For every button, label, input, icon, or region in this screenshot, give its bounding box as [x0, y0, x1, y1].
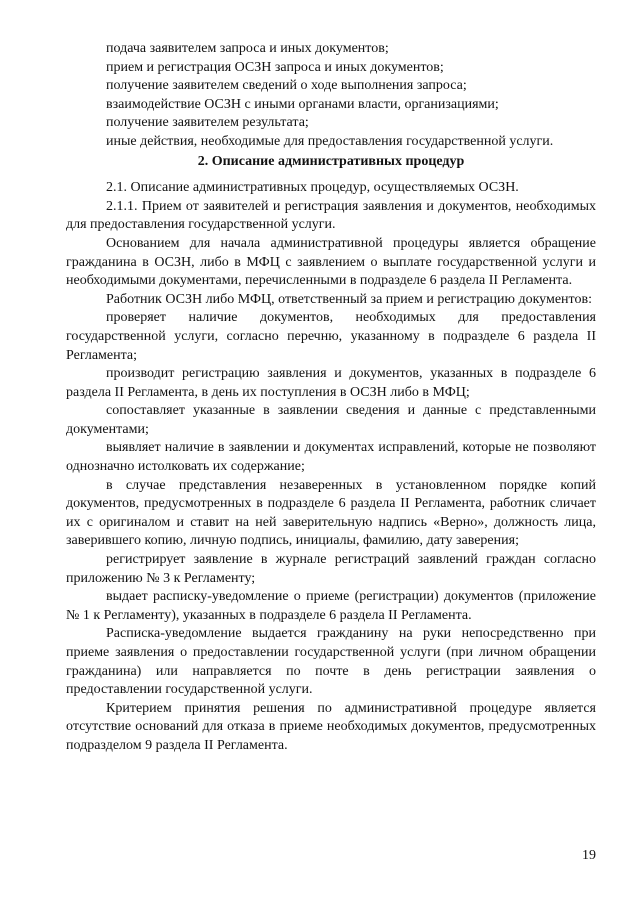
page-number: 19: [582, 848, 596, 863]
list-item: взаимодействие ОСЗН с иными органами власти, организациями;: [106, 96, 499, 112]
list-item: получение заявителем сведений о ходе выполнения запроса;: [106, 78, 467, 94]
list-item: получение заявителем результата;: [106, 115, 309, 131]
document-body: [66, 40, 596, 756]
list-item: подача заявителем запроса и иных документов;: [106, 41, 389, 56]
paragraph-2-1: 2.1. Описание административных процедур, осуществляемых ОСЗН.: [106, 180, 519, 196]
section-title: 2. Описание административных процедур: [197, 153, 465, 169]
worker-action-item: производит регистрацию заявления и документов, указанных в подразделе 6 раздела II Регламента, в день их поступления в ОСЗН либо в МФЦ;: [66, 366, 596, 400]
paragraph-2-1-1: 2.1.1. Прием от заявителей и регистрация заявления и документов, необходимых для предоставления государственной услуги.: [66, 198, 596, 233]
worker-action-item: сопоставляет указанные в заявлении сведения и данные с представленными документами;: [66, 403, 596, 437]
worker-action-item: выдает расписку-уведомление о приеме (регистрации) документов (приложение № 1 к Регламенту), указанных в подразделе 6 раздела II Регламента.: [66, 589, 596, 623]
paragraph-worker: Работник ОСЗН либо МФЦ, ответственный за прием и регистрацию документов:: [106, 291, 592, 307]
list-item: иные действия, необходимые для предоставления государственной услуги.: [106, 133, 554, 149]
paragraph-receipt: Расписка-уведомление выдается гражданину на руки непосредственно при приеме заявления о предоставлении государственной услуги (при личном обращении гражданина) или направляется по почте в день регистрации заявления о предоставлении государственной услуги.: [66, 626, 596, 698]
worker-action-item: регистрирует заявление в журнале регистраций заявлений граждан согласно приложению № 3 к Регламенту;: [66, 552, 596, 586]
worker-action-item: выявляет наличие в заявлении и документах исправлений, которые не позволяют однозначно истолковать их содержание;: [66, 440, 596, 475]
worker-action-item: проверяет наличие документов, необходимых для предоставления государственной услуги, согласно перечню, указанному в подразделе 6 раздела II Регламента;: [66, 310, 596, 363]
worker-action-item: в случае представления незаверенных в установленном порядке копий документов, предусмотренных в подразделе 6 раздела II Регламента, работник сличает их с оригиналом и ставит на ней заверительную надпись «Верно», должность лица, заверившего копию, личную подпись, инициалы, фамилию, дату заверения;: [66, 477, 596, 549]
paragraph-basis: Основанием для начала административной процедуры является обращение гражданина в ОСЗН, либо в МФЦ с заявлением о выплате государственной услуги и необходимыми документами, перечисленными в подразделе 6 раздела II Регламента.: [66, 235, 596, 289]
paragraph-criterion: Критерием принятия решения по административной процедуре является отсутствие оснований для отказа в приеме необходимых документов, предусмотренных подразделом 9 раздела II Регламента.: [66, 700, 596, 753]
list-item: прием и регистрация ОСЗН запроса и иных документов;: [106, 59, 444, 75]
